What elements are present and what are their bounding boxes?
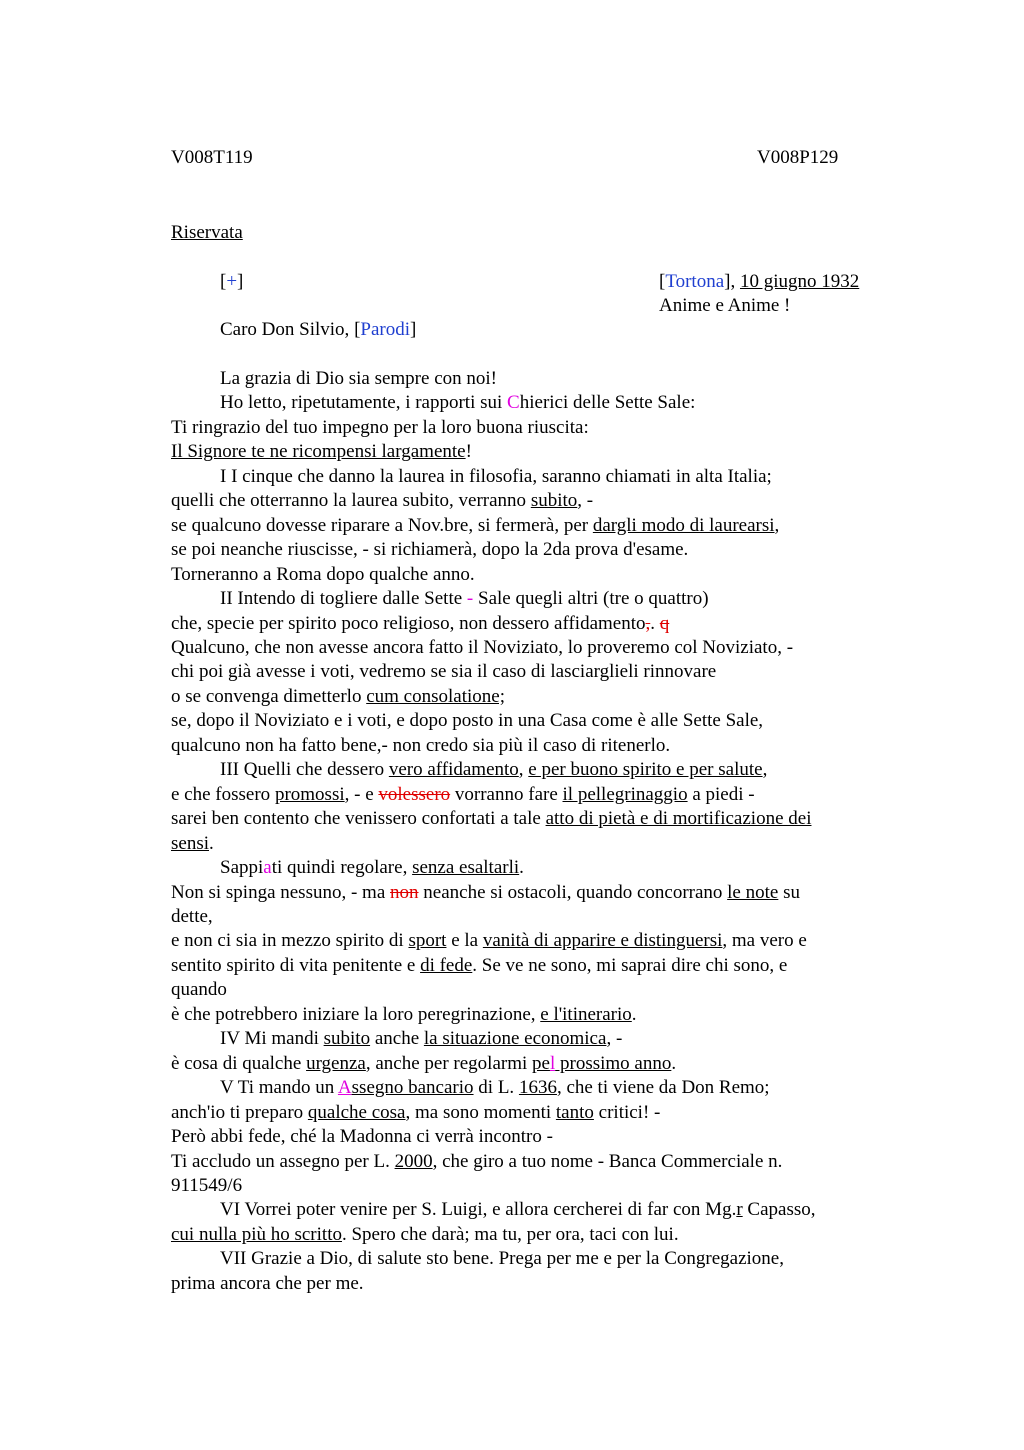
place-date: [Tortona], 10 giugno 1932 — [659, 271, 860, 292]
text-line — [171, 1198, 891, 1222]
underlined-text: la situazione economica — [423, 1028, 607, 1050]
text-fragment: di L. — [473, 1077, 519, 1099]
document-code-left: V008T119 — [171, 147, 253, 168]
text-fragment: è che potrebbero iniziare la loro peregrinazione, — [171, 1003, 541, 1025]
text-line: Torneranno a Roma dopo qualche anno. — [171, 563, 475, 585]
motto: Anime e Anime ! — [659, 295, 791, 316]
salutation-surname: Parodi — [360, 319, 410, 340]
text-line: I I cinque che danno la laurea in filosofia, saranno chiamati in alta Italia; — [220, 465, 772, 487]
text-line — [171, 391, 891, 415]
text-line — [171, 856, 891, 880]
text-fragment: . — [650, 612, 660, 634]
text-fragment: e non ci sia in mezzo spirito di — [171, 930, 409, 952]
underlined-text: le note — [727, 881, 779, 903]
text-line — [171, 587, 891, 611]
text-line: Ti ringrazio del tuo impegno per la loro buona riuscita: — [171, 416, 589, 438]
text-fragment: , — [774, 514, 780, 536]
text-line: La grazia di Dio sia sempre con noi! — [220, 368, 497, 389]
text-fragment: Capasso, — [742, 1199, 816, 1221]
document-code-right: V008P129 — [757, 147, 839, 168]
text-fragment: a piedi - — [687, 783, 755, 805]
text-line: qualcuno non ha fatto bene,- non credo sia più il caso di ritenerlo. — [171, 734, 671, 756]
text-fragment: se qualcuno dovesse riparare a Nov.bre, si fermerà, per — [171, 514, 593, 536]
underlined-text: qualche cosa — [307, 1101, 406, 1123]
text-line — [171, 1027, 891, 1051]
text-fragment: o se convenga dimetterlo — [171, 685, 367, 707]
text-line — [171, 1076, 891, 1100]
underlined-text: cum consolatione; — [366, 685, 505, 707]
riservata-label: Riservata — [171, 222, 243, 243]
salutation: Caro Don Silvio, [Parodi] — [220, 319, 417, 340]
text-fragment: , — [518, 759, 529, 781]
text-line — [171, 1052, 891, 1076]
text-fragment: Non si spinga nessuno, - ma — [171, 881, 391, 903]
underlined-text: e per buono spirito e per salute — [528, 759, 763, 781]
text-fragment: è cosa di qualche — [171, 1052, 307, 1074]
text-fragment: , ma sono momenti — [405, 1101, 556, 1123]
text-line: chi poi già avesse i voti, vedremo se sia il caso di lasciarglieli rinnovare — [171, 661, 717, 683]
text-fragment: . — [519, 857, 524, 879]
deleted-text: non — [390, 881, 419, 903]
text-line: Qualcuno, che non avesse ancora fatto il Noviziato, lo proveremo col Noviziato, - — [171, 636, 794, 658]
underlined-text: vanità di apparire e distinguersi — [482, 930, 723, 952]
cross-symbol: + — [226, 271, 238, 292]
underlined-text: atto di pietà e di mortificazione dei — [545, 808, 812, 830]
text-fragment: ! — [465, 441, 472, 463]
text-line — [171, 489, 891, 513]
correction-mark: - — [466, 588, 474, 610]
text-fragment: ti quindi regolare, — [271, 857, 413, 879]
text-line — [171, 1003, 891, 1027]
underlined-text: subito — [530, 490, 578, 512]
underlined-text: e l'itinerario — [540, 1003, 632, 1025]
text-fragment: . Se ve ne sono, mi saprai dire chi sono, e — [472, 954, 788, 976]
underlined-text: senza esaltarli — [412, 857, 520, 879]
underlined-text: subito — [323, 1028, 371, 1050]
text-fragment: , che giro a tuo nome - Banca Commerciale n. — [432, 1150, 783, 1172]
correction-mark: a — [263, 857, 272, 879]
text-fragment: che, specie per spirito poco religioso, non dessero affidamento — [171, 612, 646, 634]
text-line: VII Grazie a Dio, di salute sto bene. Prega per me e per la Congregazione, — [220, 1248, 784, 1270]
text-fragment: V Ti mando un — [220, 1077, 338, 1099]
text-line — [171, 929, 891, 953]
underlined-text: 2000 — [394, 1150, 433, 1172]
underlined-text: il pellegrinaggio — [562, 783, 688, 805]
deleted-text: volessero — [378, 783, 451, 805]
place-name: Tortona — [665, 271, 725, 292]
text-fragment: , — [762, 759, 768, 781]
text-line — [171, 954, 891, 978]
text-fragment: , - e — [344, 783, 379, 805]
text-fragment: neanche si ostacoli, quando concorrano — [418, 881, 728, 903]
text-fragment: IV Mi mandi — [220, 1028, 324, 1050]
text-line — [171, 783, 891, 807]
text-fragment: , che ti viene da Don Remo; — [556, 1077, 770, 1099]
text-fragment: . — [671, 1052, 677, 1074]
text-line — [171, 612, 891, 636]
underlined-text: Il Signore te ne ricompensi largamente — [171, 441, 466, 463]
text-fragment: . — [631, 1003, 637, 1025]
text-fragment: quelli che otterranno la laurea subito, verranno — [171, 490, 531, 512]
deleted-text: q — [659, 612, 670, 634]
text-line — [171, 832, 891, 856]
correction-mark: l — [549, 1052, 556, 1074]
text-fragment: hierici delle Sette Sale: — [519, 392, 696, 414]
text-fragment: su — [778, 881, 800, 903]
text-fragment: e la — [446, 930, 483, 952]
text-fragment: II Intendo di togliere dalle Sette — [220, 588, 467, 610]
underlined-text: di fede — [420, 954, 473, 976]
text-line — [171, 807, 891, 831]
underlined-text: sensi — [171, 832, 209, 854]
underlined-text: vero affidamento — [388, 759, 519, 781]
text-fragment: , - — [606, 1028, 623, 1050]
text-line: se, dopo il Noviziato e i voti, e dopo posto in una Casa come è alle Sette Sale, — [171, 710, 764, 732]
text-line — [171, 685, 891, 709]
text-fragment: , - — [577, 490, 594, 512]
text-line: prima ancora che per me. — [171, 1272, 364, 1294]
text-fragment: . Spero che darà; ma tu, per ora, taci con lui. — [341, 1223, 679, 1245]
underlined-text: pe — [532, 1052, 550, 1074]
underlined-text: urgenza — [306, 1052, 366, 1074]
text-fragment: Ti accludo un assegno per L. — [171, 1150, 395, 1172]
text-fragment: e che fossero — [171, 783, 275, 805]
underlined-text: r — [736, 1199, 743, 1221]
text-fragment: VI Vorrei poter venire per S. Luigi, e allora cercherei di far con Mg. — [220, 1199, 737, 1221]
text-line — [171, 1150, 891, 1174]
letter-body — [171, 367, 891, 1296]
text-fragment: . — [209, 832, 214, 854]
text-fragment: critici! - — [593, 1101, 661, 1123]
correction-mark: A — [337, 1077, 352, 1099]
underlined-text: cui nulla più ho scritto — [171, 1223, 342, 1245]
text-fragment: anche — [370, 1028, 424, 1050]
text-fragment: , ma vero e — [722, 930, 807, 952]
underlined-text: ssegno bancario — [351, 1077, 474, 1099]
letter-date: 10 giugno 1932 — [739, 271, 860, 292]
text-line — [171, 1223, 891, 1247]
text-line — [171, 514, 891, 538]
text-line: se poi neanche riuscisse, - si richiamerà, dopo la 2da prova d'esame. — [171, 539, 689, 561]
text-fragment: , anche per regolarmi — [365, 1052, 533, 1074]
deleted-text: , — [645, 612, 651, 634]
text-line: Però abbi fede, ché la Madonna ci verrà incontro - — [171, 1126, 553, 1148]
text-fragment: sarei ben contento che venissero confortati a tale — [171, 808, 546, 830]
text-line — [171, 758, 891, 782]
underlined-text: sport — [408, 930, 447, 952]
underlined-text: dargli modo di laurearsi — [592, 514, 775, 536]
text-fragment: III Quelli che dessero — [220, 759, 389, 781]
text-line: quando — [171, 979, 227, 1001]
text-fragment: anch'io ti preparo — [171, 1101, 308, 1123]
correction-mark: C — [507, 392, 520, 414]
text-line — [171, 881, 891, 905]
text-fragment: Sappi — [220, 857, 264, 879]
underlined-text: tanto — [555, 1101, 594, 1123]
salutation-text: Caro Don Silvio, — [220, 319, 355, 340]
text-line: 911549/6 — [171, 1174, 243, 1196]
underlined-text: prossimo anno — [555, 1052, 672, 1074]
underlined-text: 1636 — [518, 1077, 557, 1099]
text-fragment: Ho letto, ripetutamente, i rapporti sui — [220, 392, 508, 414]
text-line — [171, 1101, 891, 1125]
text-line: dette, — [171, 905, 213, 927]
text-fragment: vorranno fare — [450, 783, 563, 805]
cross-mark: [+] — [220, 271, 244, 292]
text-fragment: sentito spirito di vita penitente e — [171, 954, 421, 976]
text-fragment: Sale quegli altri (tre o quattro) — [473, 588, 709, 610]
underlined-text: promossi — [274, 783, 345, 805]
text-line — [171, 440, 891, 464]
